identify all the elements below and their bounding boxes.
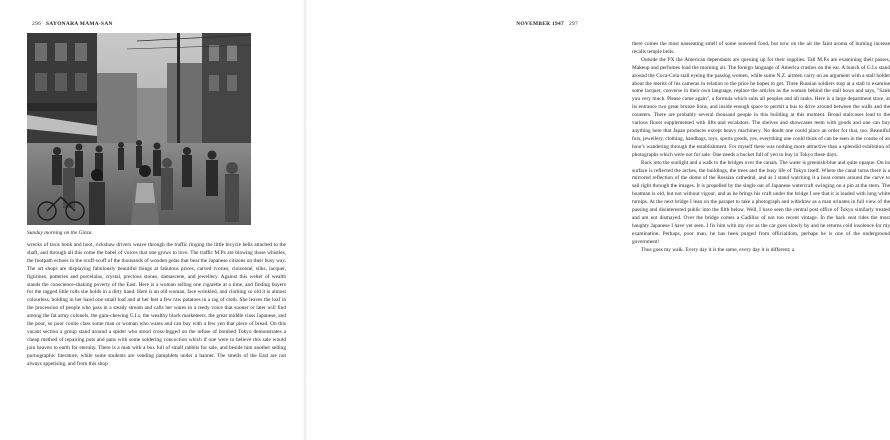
left-running-head [27, 21, 113, 27]
left-page-number: 296 [32, 21, 41, 27]
right-running-title: NOVEMBER 1947 [516, 21, 564, 27]
street-scene-illustration [27, 33, 251, 225]
ginza-street-photo [27, 33, 251, 225]
left-paragraph: wrecks of taxis honk and hoot, rickshaw drivers weave through the traffic ringing the little bicycle bells attached to the shaft, and through all this come the babel of voices that one grows to love. The traffic M.Ps are blowing those whistles, the footpath echoes to the scuff-scuff of the thousands of wooden getas that bear the Japanese citizens on their busy way. The art shops are displaying fabulously beautiful things at fabulous prices, carved ivories, cloisonné, silks, lacquer, figurines, potteries and porcelains, crystal, precious stones, damascene, and jewellery. Against this welter of wealth stands the conscience-shaking poverty of the East. Here is a woman selling one cigarette at a time, and finding buyers for the ragged little rolls she holds in a dirty hand. Here is an old woman, face wrinkled, and clothing so old it is almost colourless, holding in her hand one small loaf and at her feet a few raw potatoes in a rag of cloth. She leaves the loaf in the procession of people who pass in a steady stream and calls her wares in a reedy voice that sooner or later will find among the fat army colonels, the gum-chewing G.I.s, the wealthy black marketeers, the great middle class Japanese, and the poor, so poor coolie class some man or woman who wants and can buy with a few yen that piece of bread. On this vacant section a group stand around a spider who stood cross-legged on the refuse of bombed Tokyo demonstrates a cheap method of repairing pots and pans with some soldering concoction which if one were to believe this sale would join heaven to earth for eternity. There is a man with a box full of small rabbits for sale, and beside him another selling pornographic literature, while some students are vending pamphlets under a banner. The smells of the East are not always appetising, and from this shop [27, 242, 286, 367]
right-page-number: 297 [569, 21, 578, 27]
right-paragraph: there comes the most nauseating smell of some seaweed food, but now on the air the faint aroma of burning incense recalls temple bells. [632, 41, 890, 55]
right-body-text [632, 41, 890, 436]
left-running-title: SAYONARA MAMA-SAN [46, 21, 113, 27]
right-paragraph: Outside the PX the American dependants are queuing up for their supplies. Tall M.P.s are examining their passes, Makeup and perfumes load the morning air. The foreign language of America crashes on the ear. A bunch of G.I.s stand around the Coca-Cola stall eyeing the passing women, while some N.Z. airmen carry on an argument with a stall holder about the merits of his cameras in relation to the price he hopes to get. Three Russian soldiers stop at a stall to examine some lacquer, converse in their own language, replace the articles as the woman behind the stall bows and says, "Sank you very much. Please come again", a formula which suits all peoples and all ranks. Here is a large department store, at its entrance two great bronze lions, and inside enough space to permit a bus to drive around between the walls and the counters. There are probably several thousand people in this building at this moment. Broad staircases lead to the various floors supplemented with lifts and escalators. The shelves and showcases teem with goods and one can buy anything here that Japan produces except heavy machinery. No doubt one could place an order for that, too. Beautiful furs, jewellery, clothing, handbags, toys, sports goods, yes, everything one could think of can be seen in the course of an hour's wandering through the establishment. For myself there was nothing more attractive than a splendid exhibition of photographs which were not for sale. One needs a bucket full of yen to buy in Tokyo these days. [632, 56, 890, 158]
photo-caption: Sunday morning on the Ginza. [27, 230, 93, 236]
left-body-text [27, 242, 286, 432]
right-paragraph: Thus goes my walk. Every day it is the same, every day it is different; a [641, 246, 795, 253]
right-paragraph: Back into the sunlight and a walk to the bridges over the canals. The water is greenish-blue and quite opaque. On its surface is reflected the arches, the buildings, the trees and the busy life of Tokyo itself. Where the canal turns there is a mirrored reflection of the dome of the Russian cathedral, and as I stand watching it a boat comes around the curve to sail right through the images. It is propelled by the single oar of Japanese watercraft swinging on a pin at the stern. The boatman is old, but not without vigour, and as he brings his craft under the bridge I see that it is loaded with long white turnips. At the next bridge I lean on the parapet to take a photograph and withdraw as a man urinates in full view of the passing and disinterested public into the filth below. Well, I have seen the central post office of Tokyo similarly treated and am not dismayed. Over the bridge comes a Cadillac of not too recent vintage. In the back seat rides the most haughty Japanese I have yet seen. I fix him with my eye as the car goes slowly by and he returns cold insolence for my examination. Perhaps, poor man, he has been purged from officialdom, perhaps he is one of the underground government! [632, 159, 890, 245]
right-running-head [516, 21, 583, 27]
left-page [0, 0, 305, 440]
right-page [305, 0, 890, 440]
